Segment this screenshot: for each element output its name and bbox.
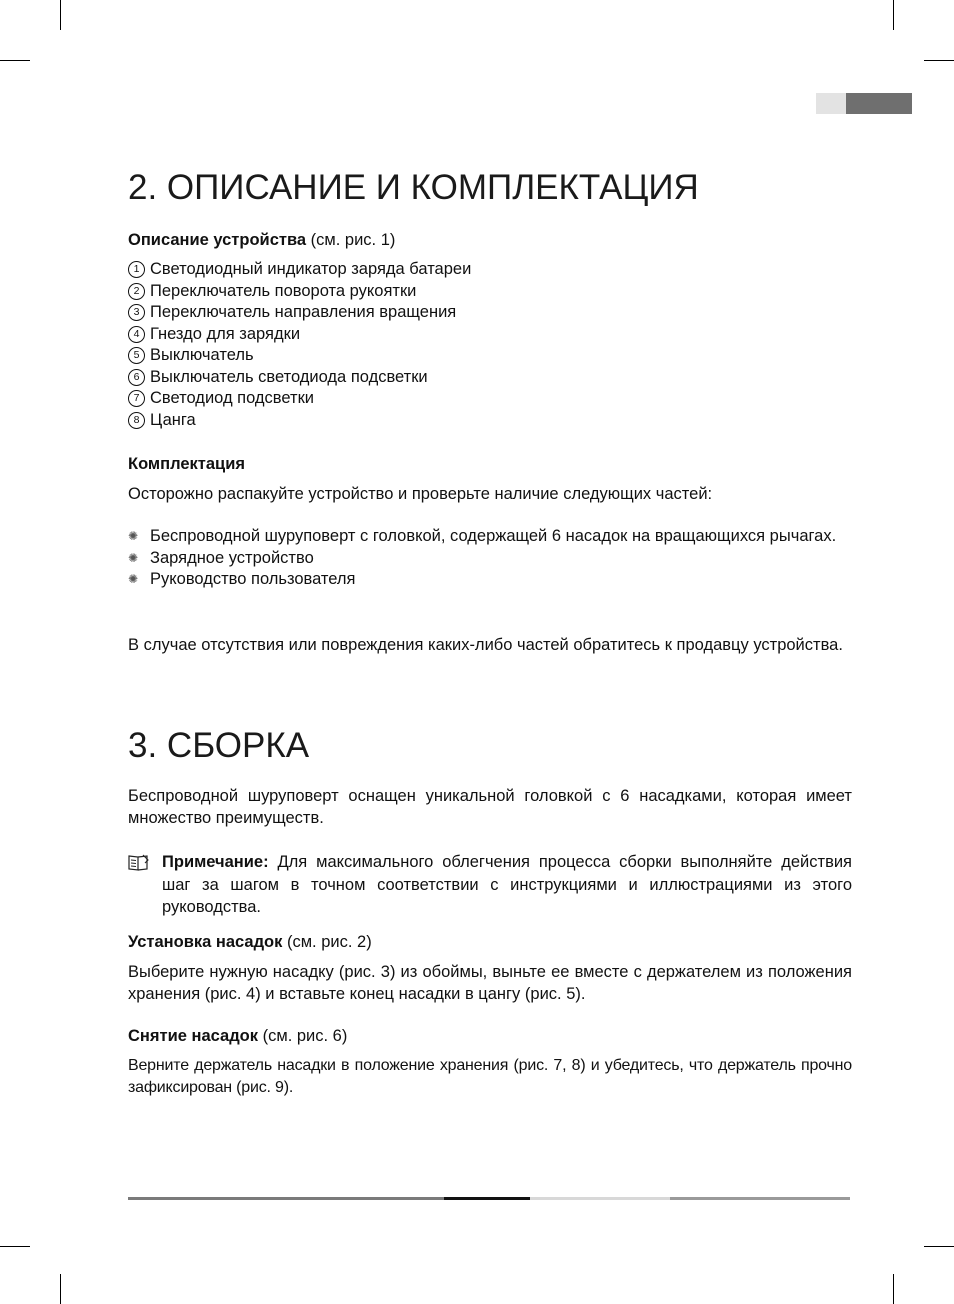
list-item bbox=[128, 281, 471, 303]
part-label: Переключатель направления вращения bbox=[150, 303, 457, 321]
part-label: Выключатель bbox=[150, 346, 254, 364]
install-heading: Установка насадок bbox=[128, 933, 283, 951]
crop-mark-bottom-left-h bbox=[0, 1246, 30, 1247]
footer-rule-left bbox=[128, 1197, 444, 1200]
list-item bbox=[128, 548, 852, 570]
package-heading: Комплектация bbox=[128, 455, 245, 473]
part-label: Цанга bbox=[150, 410, 196, 429]
section-3-title: 3. СБОРКА bbox=[128, 726, 310, 765]
description-heading-line bbox=[128, 229, 395, 251]
footer-rule-right bbox=[670, 1197, 850, 1200]
crop-mark-bottom-left bbox=[60, 1274, 61, 1304]
section-2-title: 2. ОПИСАНИЕ И КОМПЛЕКТАЦИЯ bbox=[128, 168, 699, 207]
flower-bullet-icon: ✺ bbox=[128, 529, 139, 543]
remove-paragraph: Верните держатель насадки в положение хранения (рис. 7, 8) и убедитесь, что держатель прочно зафиксирован (рис. 9). bbox=[128, 1057, 852, 1096]
list-item bbox=[128, 526, 852, 548]
package-item-label: Зарядное устройство bbox=[150, 548, 314, 567]
note-body: Для максимального облегчения процесса сборки выполняйте действия шаг за шагом в точном соответствии с инструкциями и иллюстрациями из этого руководства. bbox=[162, 853, 852, 916]
number-badge: 4 bbox=[128, 326, 145, 343]
crop-mark-top-right bbox=[893, 0, 894, 30]
note-block bbox=[128, 851, 852, 919]
open-book-note-icon bbox=[128, 853, 150, 871]
crop-mark-bottom-right bbox=[893, 1274, 894, 1304]
description-figure-ref: (см. рис. 1) bbox=[306, 231, 396, 249]
crop-mark-top-left-h bbox=[0, 60, 30, 61]
package-intro: Осторожно распакуйте устройство и проверьте наличие следующих частей: bbox=[128, 485, 713, 503]
install-figure-ref: (см. рис. 2) bbox=[282, 933, 372, 951]
install-paragraph: Выберите нужную насадку (рис. 3) из обоймы, выньте ее вместе с держателем из положения хранения (рис. 4) и вставьте конец насадки в цангу (рис. 5). bbox=[128, 963, 852, 1003]
package-item-label: Руководство пользователя bbox=[150, 570, 356, 588]
package-list bbox=[128, 526, 852, 591]
parts-list bbox=[128, 259, 471, 431]
list-item bbox=[128, 345, 471, 367]
list-item bbox=[128, 302, 471, 324]
remove-heading-line bbox=[128, 1025, 347, 1047]
list-item bbox=[128, 410, 471, 432]
crop-mark-top-right-h bbox=[924, 60, 954, 61]
part-label: Светодиодный индикатор заряда батареи bbox=[150, 260, 472, 278]
flower-bullet-icon: ✺ bbox=[128, 550, 139, 565]
page-tab-light bbox=[816, 93, 846, 114]
number-badge: 1 bbox=[128, 261, 145, 278]
install-heading-line bbox=[128, 931, 372, 953]
number-badge: 5 bbox=[128, 347, 145, 364]
flower-bullet-icon: ✺ bbox=[128, 572, 139, 586]
assembly-intro-paragraph: Беспроводной шуруповерт оснащен уникальной головкой с 6 насадками, которая имеет множество преимуществ. bbox=[128, 787, 852, 827]
crop-mark-top-left bbox=[60, 0, 61, 30]
list-item bbox=[128, 324, 471, 346]
number-badge: 6 bbox=[128, 369, 145, 386]
number-badge: 3 bbox=[128, 304, 145, 321]
list-item bbox=[128, 569, 852, 591]
number-badge: 7 bbox=[128, 390, 145, 407]
missing-parts-paragraph: В случае отсутствия или повреждения каких-либо частей обратитесь к продавцу устройства. bbox=[128, 636, 843, 654]
footer-rule-light bbox=[530, 1197, 670, 1200]
remove-heading: Снятие насадок bbox=[128, 1027, 259, 1045]
list-item bbox=[128, 367, 471, 389]
number-badge: 2 bbox=[128, 283, 145, 300]
note-label: Примечание: bbox=[162, 853, 269, 871]
note-text bbox=[162, 851, 852, 919]
footer-rule-dark bbox=[444, 1197, 530, 1200]
package-item-label: Беспроводной шуруповерт с головкой, содержащей 6 насадок на вращающихся рычагах. bbox=[150, 527, 837, 545]
page-tab-dark bbox=[846, 93, 912, 114]
list-item bbox=[128, 388, 471, 410]
number-badge: 8 bbox=[128, 412, 145, 429]
part-label: Выключатель светодиода подсветки bbox=[150, 367, 428, 386]
part-label: Гнездо для зарядки bbox=[150, 324, 301, 343]
crop-mark-bottom-right-h bbox=[924, 1246, 954, 1247]
part-label: Светодиод подсветки bbox=[150, 389, 315, 407]
remove-figure-ref: (см. рис. 6) bbox=[258, 1027, 348, 1045]
description-heading: Описание устройства bbox=[128, 231, 307, 249]
part-label: Переключатель поворота рукоятки bbox=[150, 281, 417, 300]
package-heading-line bbox=[128, 453, 245, 475]
list-item bbox=[128, 259, 471, 281]
